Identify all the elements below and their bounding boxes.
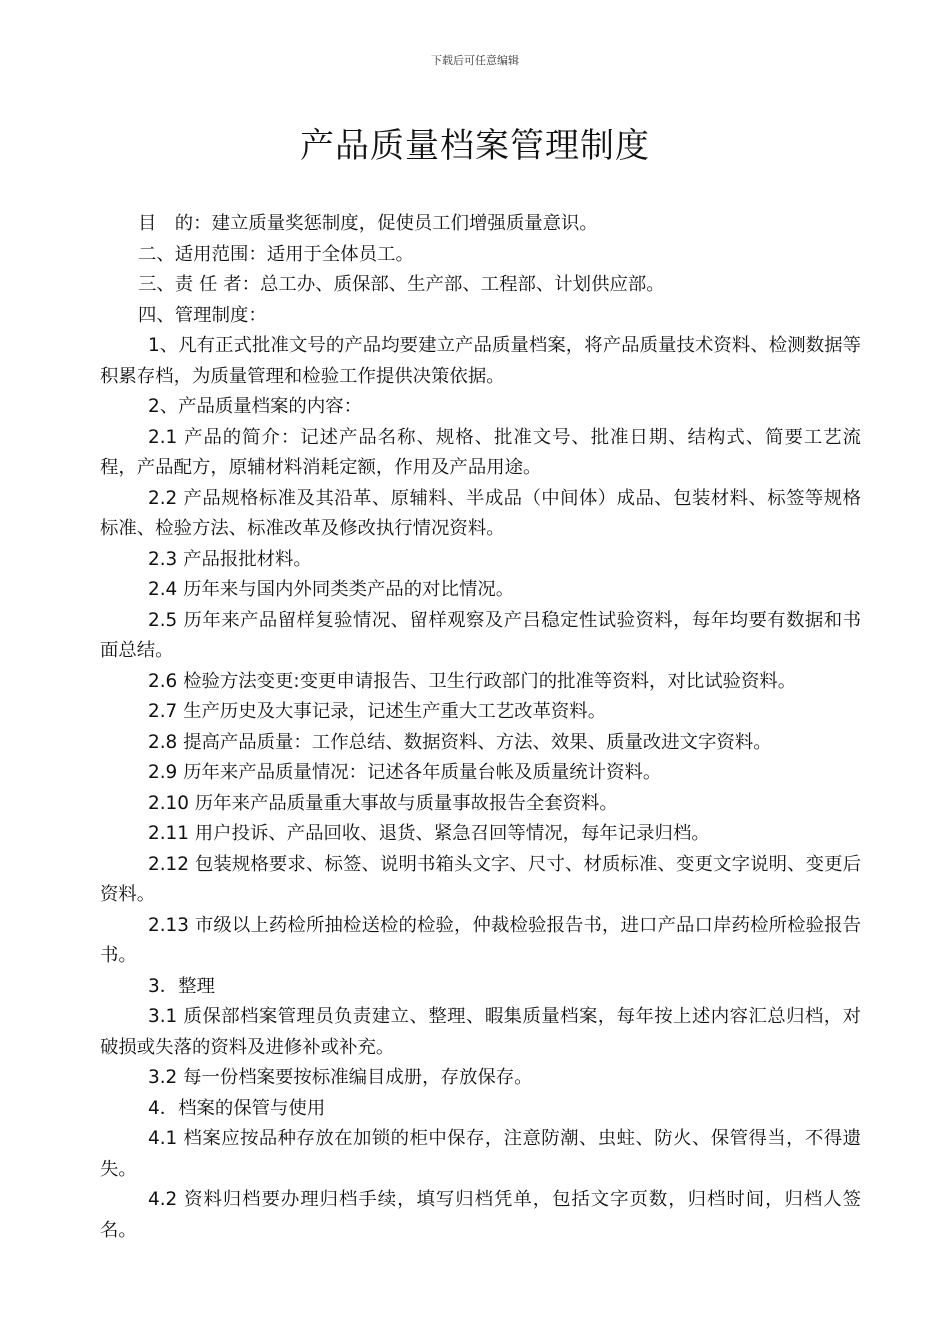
paragraph: 3.1 质保部档案管理员负责建立、整理、暇集质量档案，每年按上述内容汇总归档，对破损或失落的资料及进修补或补充。	[100, 1006, 861, 1058]
document-body	[100, 209, 861, 1246]
paragraph: 3．整理	[148, 975, 215, 997]
paragraph: 4.2 资料归档要办理归档手续，填写归档凭单，包括文字页数，归档时间，归档人签名。	[100, 1189, 861, 1241]
paragraph: 2.7 生产历史及大事记录，记述生产重大工艺改革资料。	[148, 701, 607, 722]
paragraph: 1、凡有正式批准文号的产品均要建立产品质量档案，将产品质量技术资料、检测数据等积累存档，为质量管理和检验工作提供决策依据。	[100, 335, 861, 387]
paragraph: 2.11 用户投诉、产品回收、退货、紧急召回等情况，每年记录归档。	[148, 823, 710, 844]
paragraph: 2、产品质量档案的内容：	[148, 396, 362, 417]
paragraph: 2.6 检验方法变更:变更申请报告、卫生行政部门的批准等资料，对比试验资料。	[148, 670, 797, 692]
paragraph: 四、管理制度：	[138, 304, 267, 326]
paragraph: 2.1 产品的简介：记述产品名称、规格、批准文号、批准日期、结构式、简要工艺流程，产品配方，原辅材料消耗定额，作用及产品用途。	[100, 426, 861, 478]
paragraph: 目 的：建立质量奖惩制度，促使员工们增强质量意识。	[138, 213, 598, 234]
paragraph: 2.2 产品规格标准及其沿革、原辅料、半成品（中间体）成品、包装材料、标签等规格标准、检验方法、标准改革及修改执行情况资料。	[100, 487, 861, 539]
paragraph: 2.12 包装规格要求、标签、说明书箱头文字、尺寸、材质标准、变更文字说明、变更后资料。	[100, 853, 861, 905]
document-title: 产品质量档案管理制度	[300, 126, 650, 166]
header-note: 下载后可任意编辑	[431, 54, 519, 67]
paragraph: 2.9 历年来产品质量情况：记述各年质量台帐及质量统计资料。	[148, 762, 662, 783]
paragraph: 4．档案的保管与使用	[148, 1097, 326, 1119]
paragraph: 4.1 档案应按品种存放在加锁的柜中保存，注意防潮、虫蛀、防火、保管得当，不得遗失。	[100, 1128, 861, 1180]
paragraph: 2.8 提高产品质量：工作总结、数据资料、方法、效果、质量改进文字资料。	[148, 731, 772, 753]
paragraph: 二、适用范围：适用于全体员工。	[138, 243, 414, 265]
paragraph: 2.3 产品报批材料。	[148, 548, 312, 570]
paragraph: 2.4 历年来与国内外同类类产品的对比情况。	[148, 579, 515, 600]
paragraph: 三、责 任 者：总工办、质保部、生产部、工程部、计划供应部。	[138, 274, 665, 295]
paragraph: 3.2 每一份档案要按标准编目成册，存放保存。	[148, 1067, 533, 1088]
paragraph: 2.5 历年来产品留样复验情况、留样观察及产吕稳定性试验资料，每年均要有数据和书面总结。	[100, 609, 861, 661]
paragraph: 2.13 市级以上药检所抽检送检的检验，仲裁检验报告书，进口产品口岸药检所检验报告书。	[100, 914, 861, 966]
paragraph: 2.10 历年来产品质量重大事故与质量事故报告全套资料。	[148, 792, 618, 814]
